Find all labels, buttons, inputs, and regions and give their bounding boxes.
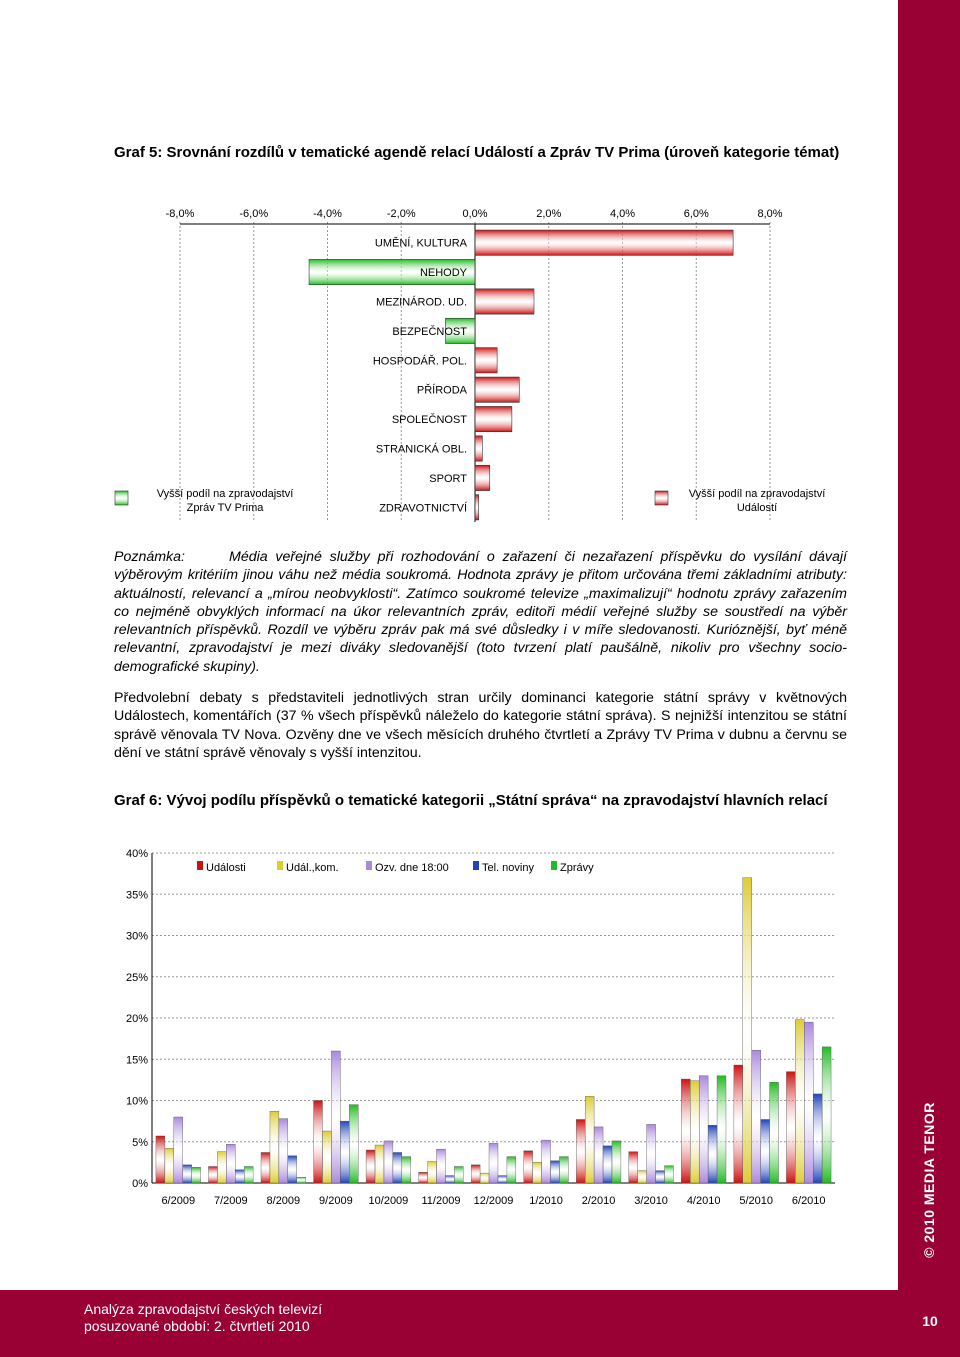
graph6-legend-label: Udál.,kom.: [286, 862, 339, 874]
note-text: Média veřejné služby při rozhodování o zařazení či nezařazení příspěvku do vysílání dávají výběrovým kritériím jinou váhu než média soukromá. Hodnota zprávy je přitom určována třemi základními atributy: aktuálností, relevancí a „mírou neobvyklosti“. Zatímco soukromé televize „maximalizují“ hodnotu zprávy zařazením co nejméně obvyklých informací na úkor relevantních zpráv, editoři médií veřejné služby se soustředí na výběr relevantních příspěvků. Rozdíl ve výběru zpráv pak má své důsledky i v míře sledovanosti. Kurióznější, byť méně relevantní, zpravodajství je mezi diváky sledovanější (toto tvrzení platí paušálně, nikoliv pro všechny socio-demografické skupiny).: [114, 549, 847, 675]
graph5-x-tick-label: -4,0%: [313, 208, 342, 220]
graph5-legend-label: Zpráv TV Prima: [186, 502, 264, 514]
graph5-x-tick-label: 0,0%: [462, 208, 488, 220]
graph5-legend-label: Vyšší podíl na zpravodajství: [688, 488, 826, 500]
graph5-legend-label: Událostí: [736, 502, 778, 514]
graph6-bar: [603, 1146, 612, 1183]
graph6-bar: [761, 1119, 770, 1183]
graph6-bar: [717, 1076, 726, 1183]
graph6-bar: [349, 1105, 358, 1183]
graph6-x-tick-label: 4/2010: [686, 1195, 721, 1207]
graph6-bar: [559, 1157, 568, 1183]
graph6-bar: [752, 1050, 761, 1183]
note-paragraph: [114, 548, 847, 676]
graph6-bar: [629, 1152, 638, 1183]
graph6-bar: [366, 1150, 375, 1183]
graph6-bar: [822, 1047, 831, 1183]
graph6-bar: [612, 1141, 621, 1183]
graph6-y-tick-label: 15%: [125, 1054, 148, 1067]
graph6-y-tick-label: 25%: [125, 971, 148, 984]
graph5-category-label: NEHODY: [419, 267, 467, 280]
graph6-bar: [498, 1176, 507, 1183]
graph6-legend-swatch: [197, 861, 203, 870]
graph6-x-tick-label: 1/2010: [529, 1195, 563, 1207]
graph6-bar: [244, 1167, 253, 1184]
graph5-x-tick-label: 8,0%: [757, 208, 783, 220]
footer: [0, 1290, 898, 1357]
graph5-bar: [475, 289, 534, 314]
graph6-bar: [804, 1022, 813, 1183]
graph5-x-tick-label: 2,0%: [536, 208, 562, 220]
graph5-bar: [475, 377, 519, 402]
graph6-y-tick-label: 5%: [132, 1136, 148, 1149]
graph6-legend-swatch: [551, 861, 557, 870]
graph6-x-tick-label: 9/2009: [319, 1195, 353, 1207]
graph5-bar: [475, 436, 482, 461]
graph6-y-tick-label: 10%: [125, 1095, 148, 1108]
graph6-x-tick-label: 3/2010: [634, 1195, 668, 1207]
graph6-bar: [708, 1125, 717, 1183]
graph6-bar: [235, 1170, 244, 1183]
graph6-title: Graf 6: Vývoj podílu příspěvků o tematické kategorii „Státní správa“ na zpravodajství hlavních relací: [114, 792, 828, 809]
graph6-bar: [436, 1149, 445, 1183]
graph6-bar: [681, 1079, 690, 1183]
graph6-bar: [183, 1165, 192, 1183]
graph6-bar: [165, 1148, 174, 1183]
graph6-bar: [261, 1152, 270, 1183]
graph6-x-tick-label: 11/2009: [421, 1195, 461, 1207]
graph5-bar: [475, 406, 512, 431]
graph6-bar: [174, 1117, 183, 1183]
graph6-y-tick-label: 40%: [125, 848, 148, 860]
graph6-bar: [217, 1152, 226, 1183]
graph6-bar: [454, 1167, 463, 1184]
graph5-bar: [475, 348, 497, 373]
graph5-x-tick-label: -8,0%: [165, 208, 195, 220]
graph6-bar: [524, 1151, 533, 1183]
copyright-label: © 2010 MEDIA TENOR: [921, 1102, 937, 1258]
graph6-x-tick-label: 7/2009: [213, 1195, 248, 1207]
graph5-category-label: UMĚNÍ, KULTURA: [374, 237, 467, 250]
graph6-legend-label: Tel. noviny: [482, 862, 534, 874]
graph6-legend-label: Ozv. dne 18:00: [375, 862, 449, 874]
graph6-legend-swatch: [277, 861, 283, 870]
graph6-y-tick-label: 35%: [125, 889, 148, 902]
graph6-bar: [638, 1171, 647, 1183]
graph5-bar: [475, 230, 733, 255]
graph6-bar: [471, 1165, 480, 1183]
graph6-bar: [594, 1127, 603, 1183]
graph6-bar: [786, 1072, 795, 1183]
graph5-category-label: BEZPEČNOST: [392, 325, 467, 338]
graph5-legend-label: Vyšší podíl na zpravodajství: [156, 488, 294, 500]
graph6-x-tick-label: 8/2009: [266, 1195, 301, 1207]
graph5-category-label: HOSPODÁŘ. POL.: [372, 355, 467, 368]
graph6-bar: [340, 1121, 349, 1183]
graph6-bar: [419, 1172, 428, 1183]
graph5-x-tick-label: -6,0%: [239, 208, 269, 220]
graph5-category-label: STRANICKÁ OBL.: [375, 443, 467, 456]
graph6-bar: [375, 1145, 384, 1183]
graph5-bar: [475, 495, 479, 520]
graph6-bar: [699, 1076, 708, 1183]
graph6-bar: [192, 1167, 201, 1183]
graph6-legend-label: Události: [206, 862, 246, 874]
page-number: 10: [922, 1313, 938, 1329]
graph6-bar: [402, 1157, 411, 1183]
graph6-bar: [314, 1101, 323, 1184]
note-label: Poznámka:: [114, 549, 185, 565]
footer-period: posuzované období: 2. čtvrtletí 2010: [84, 1318, 310, 1334]
graph6-bar: [489, 1143, 498, 1183]
graph6-bar: [813, 1094, 822, 1183]
graph5-legend-swatch: [655, 491, 668, 505]
graph6-bar: [690, 1081, 699, 1183]
graph6-bar: [297, 1177, 306, 1183]
footer-title: Analýza zpravodajství českých televizí: [84, 1301, 323, 1317]
graph5-x-tick-label: -2,0%: [386, 208, 416, 220]
graph6-bar: [288, 1156, 297, 1183]
graph6-bar: [743, 878, 752, 1183]
graph6-x-tick-label: 5/2010: [739, 1195, 774, 1207]
graph5-category-label: SPORT: [429, 472, 467, 485]
graph5-x-tick-label: 4,0%: [609, 208, 636, 220]
graph6-x-tick-label: 6/2010: [791, 1195, 826, 1207]
graph6-bar: [656, 1171, 665, 1183]
graph6-x-tick-label: 2/2010: [581, 1195, 616, 1207]
graph6-bar: [480, 1173, 489, 1183]
graph6-bar: [770, 1082, 779, 1183]
graph6-bar: [393, 1152, 402, 1183]
graph6-x-tick-label: 12/2009: [473, 1195, 514, 1207]
graph6-bar: [208, 1167, 217, 1184]
graph6-bar: [507, 1157, 516, 1183]
graph5-bar: [475, 465, 490, 490]
graph6-bar: [279, 1119, 288, 1183]
graph6-bar: [322, 1131, 331, 1183]
graph6-bar: [445, 1176, 454, 1183]
graph5-category-label: SPOLEČNOST: [391, 414, 467, 427]
graph6-bar: [533, 1162, 542, 1183]
graph6-bar: [734, 1065, 743, 1183]
graph6-bar: [542, 1140, 551, 1183]
graph6-bar: [665, 1166, 674, 1183]
graph6-x-tick-label: 10/2009: [368, 1195, 409, 1207]
graph6-chart: [0, 840, 898, 1220]
graph6-bar: [576, 1119, 585, 1183]
graph6-y-tick-label: 0%: [132, 1178, 148, 1190]
graph6-bar: [647, 1124, 656, 1183]
graph5-title: Graf 5: Srovnání rozdílů v tematické agendě relací Událostí a Zpráv TV Prima (úroveň kategorie témat): [114, 144, 840, 161]
graph6-legend-label: Zprávy: [560, 862, 594, 874]
graph6-bar: [384, 1141, 393, 1183]
graph6-bar: [156, 1136, 165, 1183]
graph6-bar: [226, 1144, 235, 1183]
graph6-bar: [551, 1161, 560, 1183]
graph6-y-tick-label: 20%: [125, 1013, 148, 1025]
graph6-bar: [331, 1051, 340, 1183]
graph6-y-tick-label: 30%: [125, 930, 148, 943]
graph6-bar: [585, 1096, 594, 1183]
graph6-x-tick-label: 6/2009: [161, 1195, 196, 1207]
graph6-bar: [428, 1162, 437, 1183]
graph5-legend-swatch: [115, 491, 128, 505]
graph5-x-tick-label: 6,0%: [683, 208, 709, 220]
graph6-bar: [795, 1020, 804, 1183]
graph6-legend-swatch: [366, 861, 372, 870]
graph6-legend-swatch: [473, 861, 479, 870]
graph5-category-label: ZDRAVOTNICTVÍ: [379, 502, 467, 515]
graph5-category-label: PŘÍRODA: [416, 384, 467, 397]
graph6-bar: [270, 1111, 279, 1183]
graph5-category-label: MEZINÁROD. UD.: [375, 296, 467, 309]
body-paragraph: Předvolební debaty s představiteli jednotlivých stran určily dominanci kategorie státní správy v květnových Událostech, komentářích (37 % všech příspěvků náleželo do kategorie státní správa). S nejnižší intenzitou se státní správě věnovala TV Nova. Ozvěny dne ve všech měsících druhého čtvrtletí a Zprávy TV Prima v dubnu a červnu se dění ve státní správě věnovaly s vyšší intenzitou.: [114, 690, 847, 761]
